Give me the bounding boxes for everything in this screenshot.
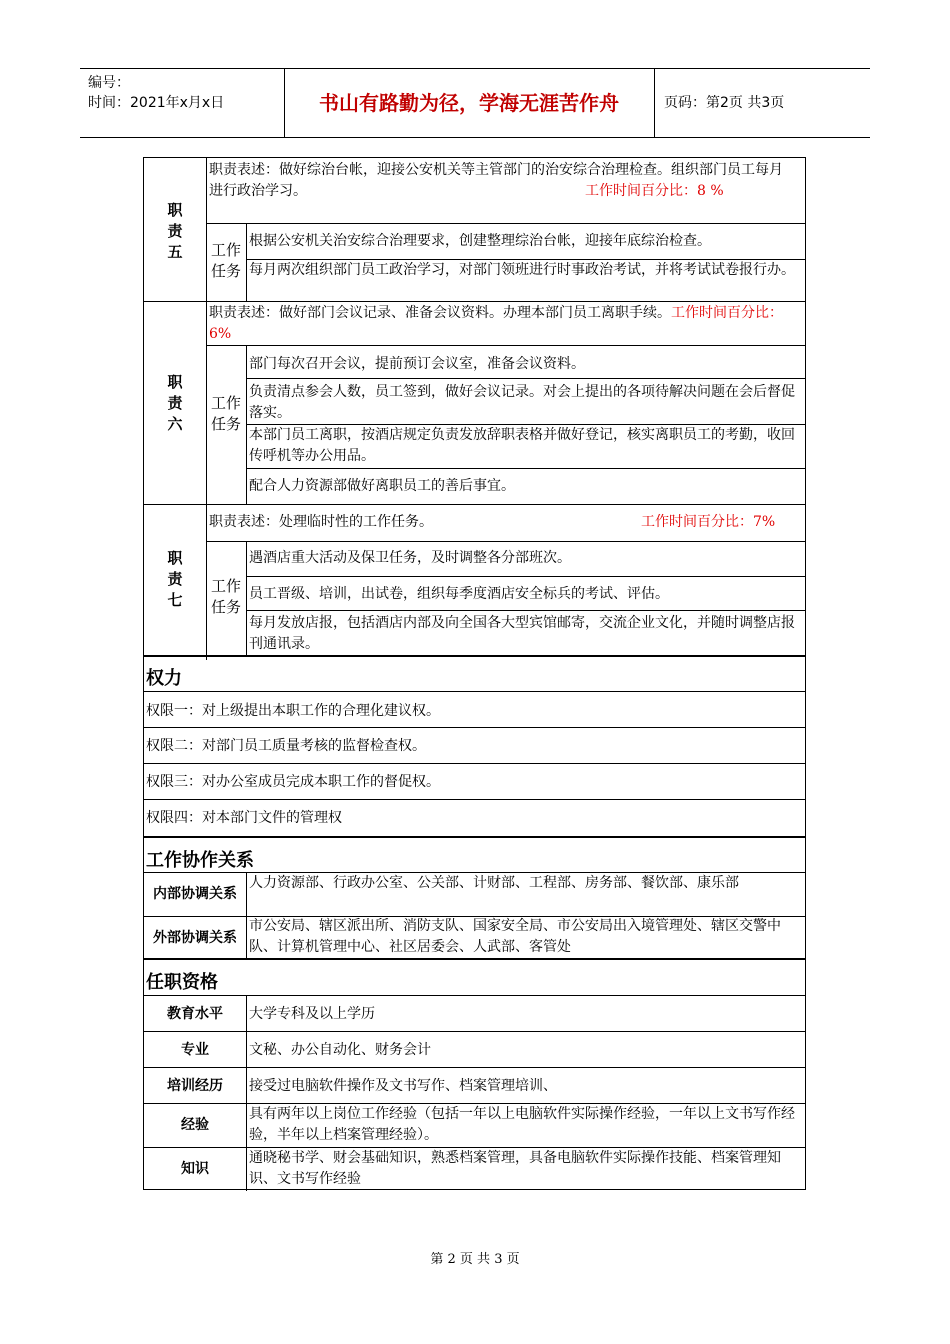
duty-description: 职责表述：处理临时性的工作任务。 工作时间百分比：7% [209,512,799,533]
task-label: 工作 任务 [210,577,241,616]
time-label: 时间：2021年x月x日 [88,95,225,111]
time-percent: 工作时间百分比：8 % [585,183,724,199]
page-footer: 第 2 页 共 3 页 [430,1252,520,1267]
qual-label: 教育水平 [167,1006,223,1022]
section-title-qualification: 任职资格 [146,972,218,993]
task-item: 根据公安机关治安综合治理要求，创建整理综治台帐，迎接年底综治检查。 [249,233,711,249]
header-meta [88,73,284,113]
task-item: 员工晋级、培训，出试卷，组织每季度酒店安全标兵的考试、评估。 [249,586,669,602]
task-label: 工作 任务 [210,394,241,433]
qual-value: 具有两年以上岗位工作经验（包括一年以上电脑软件实际操作经验，一年以上文书写作经验，半年以上档案管理经验）。 [249,1106,795,1143]
duty-label: 职 责 五 [167,201,183,261]
task-item: 本部门员工离职，按酒店规定负责发放辞职表格并做好登记，核实离职员工的考勤，收回传呼机等办公用品。 [249,427,795,464]
task-item: 每月发放店报，包括酒店内部及向全国各大型宾馆邮寄，交流企业文化，并随时调整店报刊通讯录。 [249,615,795,652]
job-description-table [143,157,806,1190]
qual-value: 通晓秘书学、财会基础知识，熟悉档案管理，具备电脑软件实际操作技能、档案管理知识、文书写作经验 [249,1150,781,1187]
authority-item: 权限四：对本部门文件的管理权 [146,810,342,826]
page-info: 页码：第2页 共3页 [664,95,785,111]
section-title-cooperation: 工作协作关系 [146,850,254,871]
section-title-authority: 权力 [146,668,182,689]
duty-description: 职责表述：做好部门会议记录、准备会议资料。办理本部门员工离职手续。工作时间百分比：6% [209,305,783,342]
authority-item: 权限二：对部门员工质量考核的监督检查权。 [146,738,426,754]
motto: 书山有路勤为径，学海无涯苦作舟 [319,91,619,115]
task-item: 每月两次组织部门员工政治学习，对部门领班进行时事政治考试，并将考试试卷报行办。 [249,262,795,278]
task-item: 遇酒店重大活动及保卫任务，及时调整各分部班次。 [249,550,571,566]
header-divider [654,69,655,137]
authority-item: 权限三：对办公室成员完成本职工作的督促权。 [146,774,440,790]
task-label: 工作 任务 [210,241,241,280]
time-percent: 工作时间百分比：6% [209,305,783,342]
coop-label: 外部协调关系 [153,930,237,946]
qual-label: 专业 [181,1042,209,1058]
number-label: 编号： [88,75,130,91]
qual-value: 接受过电脑软件操作及文书写作、档案管理培训、 [249,1078,557,1094]
duty-description: 职责表述：做好综治台帐，迎接公安机关等主管部门的治安综合治理检查。组织部门员工每月 进行政治学习。 工作时间百分比：8 % [209,160,799,202]
task-item: 部门每次召开会议，提前预订会议室，准备会议资料。 [249,356,585,372]
authority-item: 权限一：对上级提出本职工作的合理化建议权。 [146,703,440,719]
coop-value: 人力资源部、行政办公室、公关部、计财部、工程部、房务部、餐饮部、康乐部 [249,875,739,891]
duty-label: 职 责 六 [167,373,183,433]
qual-value: 大学专科及以上学历 [249,1006,375,1022]
qual-label: 知识 [181,1161,209,1177]
task-item: 配合人力资源部做好离职员工的善后事宜。 [249,478,515,494]
page-header [80,68,870,138]
time-percent: 工作时间百分比：7% [641,514,776,530]
duty-label: 职 责 七 [167,549,183,609]
coop-label: 内部协调关系 [153,886,237,902]
task-item: 负责清点参会人数，员工签到，做好会议记录。对会上提出的各项待解决问题在会后督促落实。 [249,384,795,421]
qual-label: 培训经历 [167,1078,223,1094]
coop-value: 市公安局、辖区派出所、消防支队、国家安全局、市公安局出入境管理处、辖区交警中队、计算机管理中心、社区居委会、人武部、客管处 [249,918,781,955]
qual-label: 经验 [181,1117,209,1133]
qual-value: 文秘、办公自动化、财务会计 [249,1042,431,1058]
